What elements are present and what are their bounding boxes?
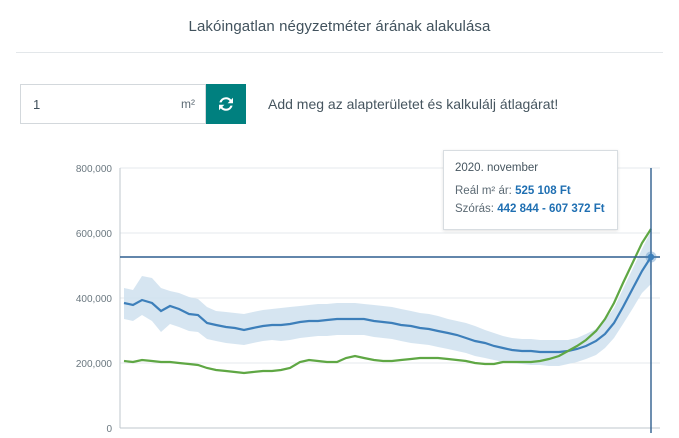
highlight-point[interactable]	[648, 254, 654, 260]
tooltip-real-row	[455, 183, 606, 201]
chart-container	[0, 148, 679, 438]
title-divider	[16, 52, 663, 53]
y-axis-labels	[76, 164, 113, 435]
svg-text:400,000: 400,000	[75, 294, 112, 305]
refresh-button[interactable]	[206, 84, 246, 124]
svg-text:800,000: 800,000	[75, 164, 112, 175]
calculator-hint: Add meg az alapterületet és kalkulálj átlagárat!	[268, 96, 559, 112]
page-title: Lakóingatlan négyzetméter árának alakulása	[188, 18, 491, 35]
area-input[interactable]	[21, 85, 205, 123]
tooltip-real-value: 525 108 Ft	[515, 184, 571, 197]
svg-text:600,000: 600,000	[75, 229, 112, 240]
tooltip-real-label: Reál m² ár:	[455, 184, 512, 197]
svg-text:0: 0	[106, 424, 112, 435]
area-input-wrapper	[20, 84, 206, 124]
tooltip-spread-row	[455, 201, 606, 219]
chart-tooltip	[443, 150, 618, 230]
unit-label: m²	[181, 97, 195, 111]
tooltip-spread-value: 442 844 - 607 372 Ft	[497, 202, 605, 215]
refresh-icon	[216, 94, 236, 114]
tooltip-date: 2020. november	[455, 162, 539, 174]
tooltip-spread-label: Szórás:	[455, 202, 494, 215]
svg-text:200,000: 200,000	[75, 359, 112, 370]
calculator-controls	[20, 84, 558, 124]
